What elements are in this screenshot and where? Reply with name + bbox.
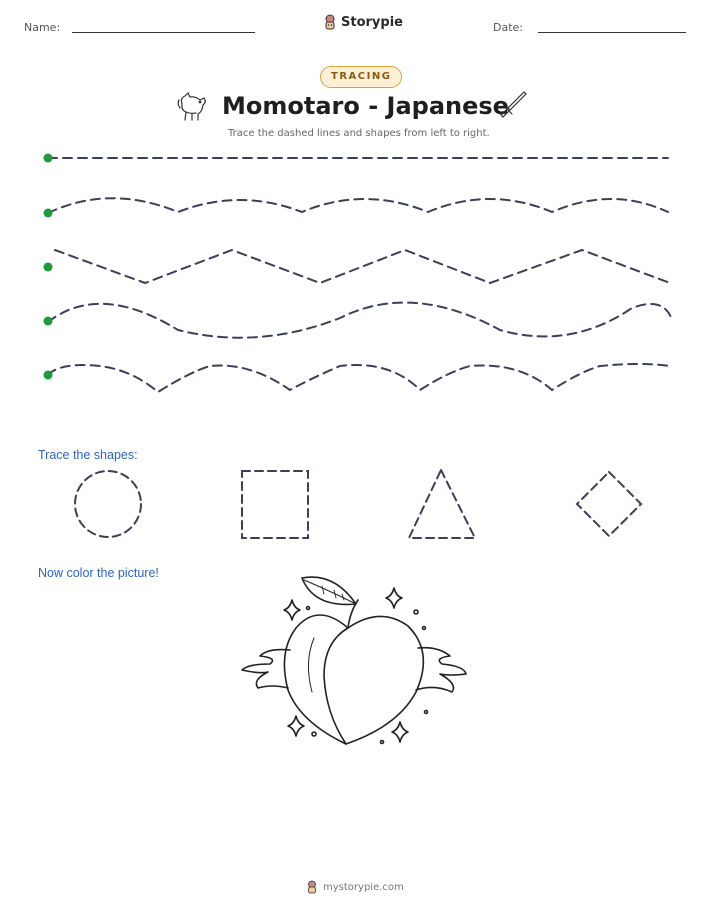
- start-dot: [44, 371, 53, 380]
- trace-line-zigzag: [55, 250, 670, 283]
- trace-diamond: [577, 472, 641, 536]
- footer: [306, 880, 404, 894]
- footer-url[interactable]: mystorypie.com: [323, 881, 404, 893]
- tracing-badge: TRACING: [320, 66, 402, 88]
- trace-square: [242, 471, 308, 538]
- tracing-shapes: [0, 460, 709, 550]
- tracing-lines: [0, 0, 709, 420]
- trace-circle: [75, 471, 141, 537]
- page-subtitle: Trace the dashed lines and shapes from left to right.: [228, 128, 490, 139]
- start-dot: [44, 154, 53, 163]
- peach-illustration: [238, 572, 470, 752]
- start-dot: [44, 317, 53, 326]
- trace-triangle: [409, 470, 475, 538]
- trace-line-wave-2: [48, 303, 672, 338]
- start-dot: [44, 263, 53, 272]
- trace-line-wave-1: [48, 198, 668, 213]
- name-label: Name:: [24, 21, 61, 34]
- page-title: Momotaro - Japanese: [222, 92, 509, 120]
- shapes-heading: Trace the shapes:: [38, 448, 138, 462]
- date-label: Date:: [493, 21, 523, 34]
- start-dot: [44, 209, 53, 218]
- trace-line-wave-3: [48, 364, 670, 392]
- color-heading: Now color the picture!: [38, 566, 159, 580]
- storypie-logo-icon: [306, 880, 318, 894]
- brand-name: Storypie: [341, 14, 403, 30]
